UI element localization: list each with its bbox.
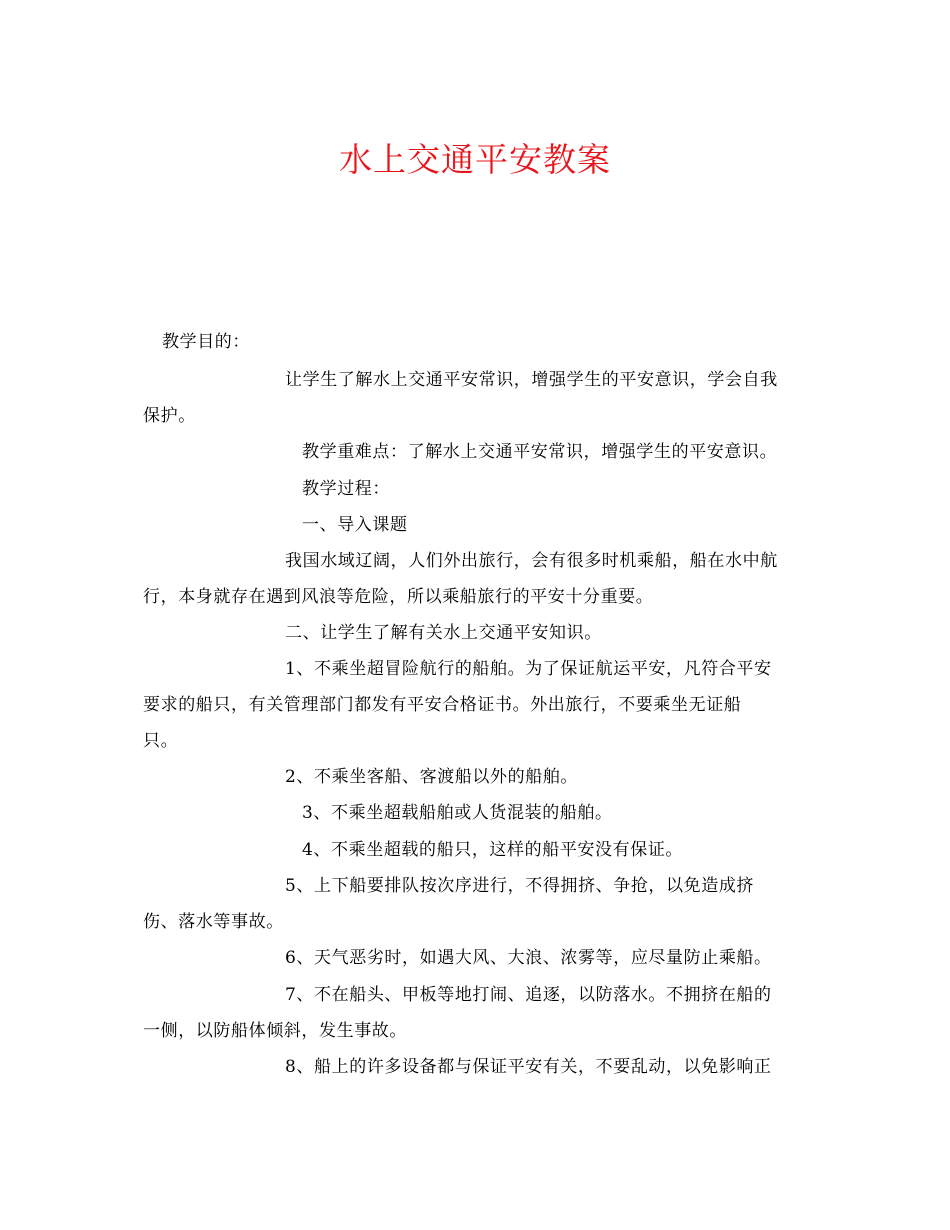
text-line-process-heading: 教学过程： <box>302 479 390 499</box>
text-line: 只。 <box>143 731 179 751</box>
text-line: 行，本身就存在遇到风浪等危险，所以乘船旅行的平安十分重要。 <box>143 587 654 607</box>
text-line: 保护。 <box>143 406 196 426</box>
text-line-objective-heading: 教学目的： <box>162 332 250 352</box>
text-line-item-3: 3、不乘坐超载船舶或人货混装的船舶。 <box>302 803 613 823</box>
text-line-item-5: 5、上下船要排队按次序进行，不得拥挤、争抢，以免造成挤 <box>285 876 755 896</box>
text-line-section-1: 一、导入课题 <box>302 515 408 535</box>
text-line: 一侧，以防船体倾斜，发生事故。 <box>143 1021 407 1041</box>
text-line: 让学生了解水上交通平安常识，增强学生的平安意识，学会自我 <box>285 370 778 390</box>
text-line: 我国水域辽阔，人们外出旅行，会有很多时机乘船，船在水中航 <box>285 551 778 571</box>
text-line-item-7: 7、不在船头、甲板等地打闹、追逐，以防落水。不拥挤在船的 <box>285 985 772 1005</box>
text-line-item-2: 2、不乘坐客船、客渡船以外的船舶。 <box>285 767 579 787</box>
text-line-key-points: 教学重难点：了解水上交通平安常识，增强学生的平安意识。 <box>302 442 778 462</box>
text-line-item-4: 4、不乘坐超载的船只，这样的船平安没有保证。 <box>302 840 684 860</box>
text-line: 要求的船只，有关管理部门都发有平安合格证书。外出旅行，不要乘坐无证船 <box>143 695 742 715</box>
document-title: 水上交通平安教案 <box>339 140 611 179</box>
text-line: 伤、落水等事故。 <box>143 912 284 932</box>
text-line-item-1: 1、不乘坐超冒险航行的船舶。为了保证航运平安，凡符合平安 <box>285 659 772 679</box>
text-line-section-2: 二、让学生了解有关水上交通平安知识。 <box>285 623 602 643</box>
text-line-item-6: 6、天气恶劣时，如遇大风、大浪、浓雾等，应尽量防止乘船。 <box>285 948 772 968</box>
text-line-item-8: 8、船上的许多设备都与保证平安有关，不要乱动，以免影响正 <box>285 1057 772 1077</box>
